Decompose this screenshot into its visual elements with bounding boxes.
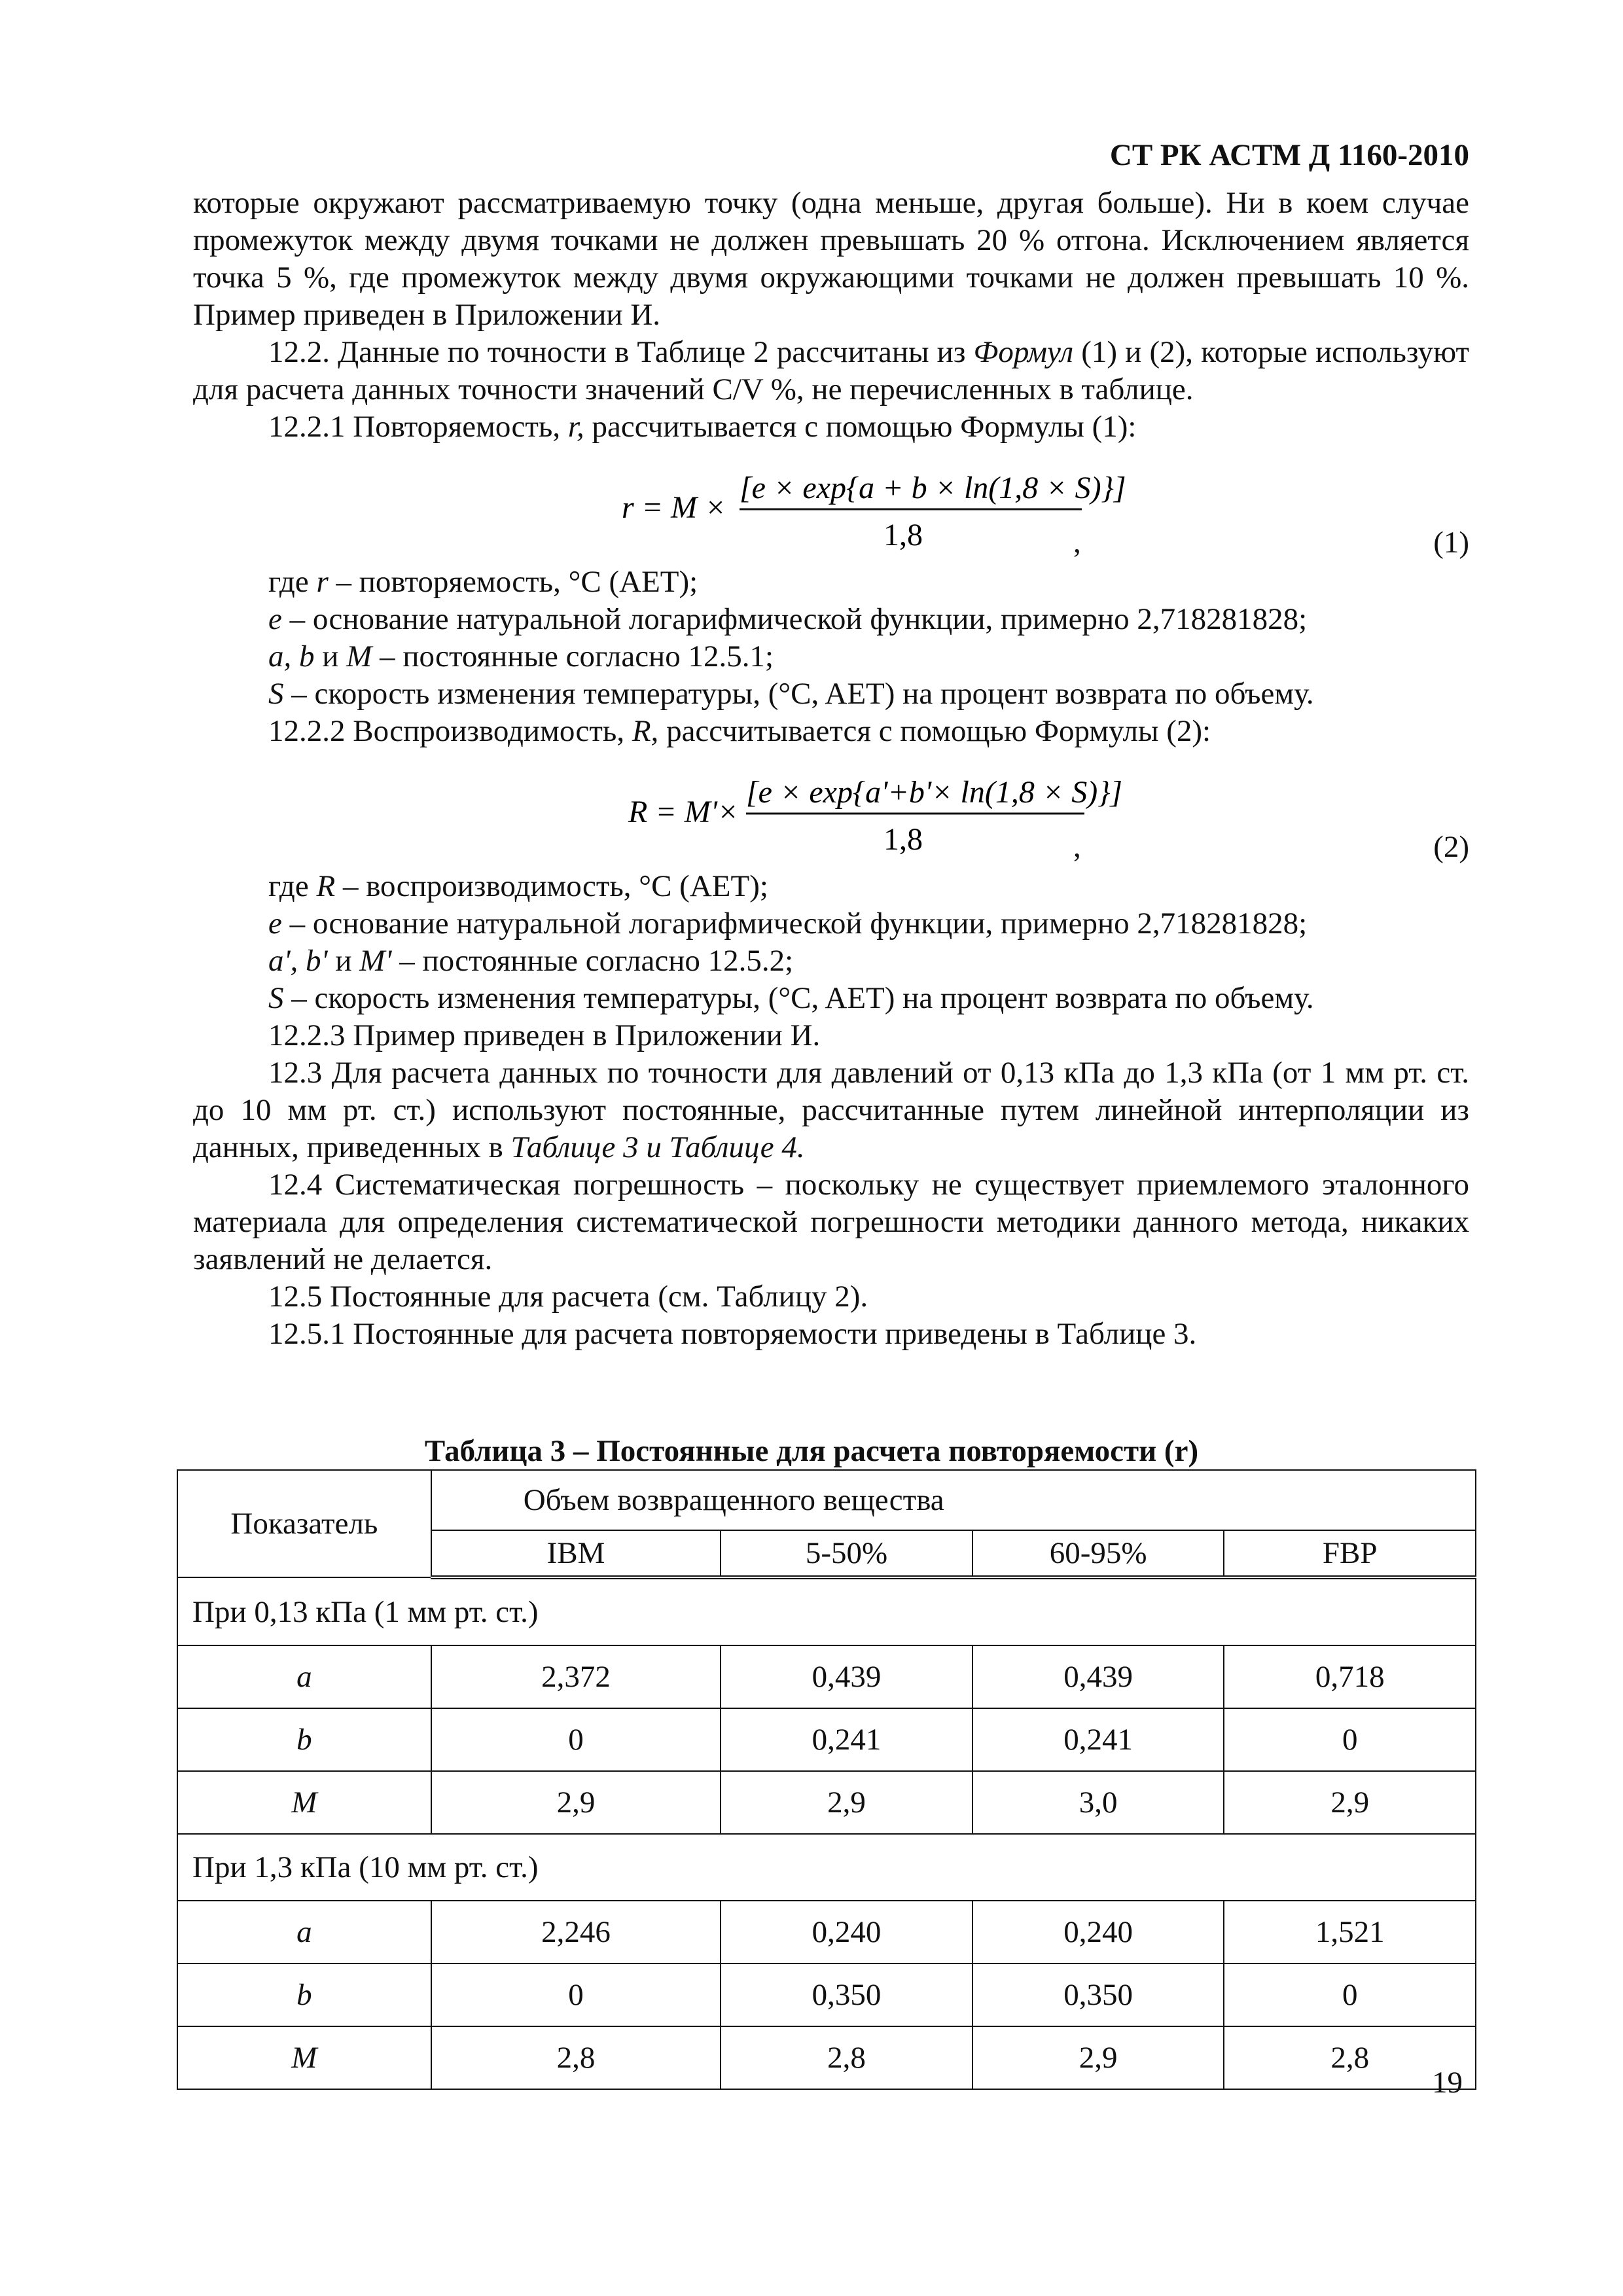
table-cell: 0 <box>1224 1708 1476 1771</box>
text-span: (1) и (2), которые используют для расчета данных точности значений C/V %, не перечисленных в таблице. <box>193 335 1469 406</box>
formula-2-number: (2) <box>1433 830 1469 864</box>
definition-S <box>193 675 1469 713</box>
table-row <box>177 2026 1476 2089</box>
header-recovered-volume: Объем возвращенного вещества <box>431 1470 1476 1530</box>
variable-M: M <box>346 639 372 673</box>
table-cell: 0,350 <box>972 1964 1224 2026</box>
paragraph-12-2-2 <box>193 713 1469 750</box>
definition-R <box>193 868 1469 905</box>
document-code-header: СТ РК АСТМ Д 1160-2010 <box>1109 138 1469 172</box>
table-cell: 3,0 <box>972 1771 1224 1834</box>
variable-e: e <box>268 906 282 941</box>
table-3-title: Таблица 3 – Постоянные для расчета повторяемости (r) <box>424 1434 1199 1468</box>
variable-ab: a, b <box>268 639 315 673</box>
definition-e <box>193 601 1469 638</box>
table-cell: 2,8 <box>431 2026 721 2089</box>
header-col-5-50: 5-50% <box>721 1530 972 1577</box>
table-cell: 0,241 <box>721 1708 972 1771</box>
text-span: 12.3 Для расчета данных по точности для давлений от 0,13 кПа до 1,3 кПа (от 1 мм рт. ст. до 10 мм рт. ст.) используют постоянные, рассчитанные путем линейной интерполяции из данных, приведенных в <box>193 1056 1469 1164</box>
table-cell: 0,350 <box>721 1964 972 2026</box>
variable-e: e <box>268 602 282 636</box>
text-span: и <box>314 639 347 673</box>
formula-1-denominator: 1,8 <box>883 518 923 552</box>
table-cell: 2,9 <box>1224 1771 1476 1834</box>
paragraph-12-5: 12.5 Постоянные для расчета (см. Таблицу 2). <box>268 1280 868 1314</box>
text-span: – повторяемость, °C (AET); <box>328 565 698 599</box>
text-span: 12.2. Данные по точности в Таблице 2 рассчитаны из <box>268 335 974 369</box>
text-span: 12.2.2 Воспроизводимость, <box>268 714 632 748</box>
row-label: b <box>177 1708 431 1771</box>
table-cell: 1,521 <box>1224 1901 1476 1964</box>
header-indicator: Показатель <box>177 1470 431 1577</box>
formula-reference: Формул <box>973 335 1074 369</box>
header-col-fbp: FBP <box>1224 1530 1476 1577</box>
table-cell: 2,246 <box>431 1901 721 1964</box>
table-row <box>177 1708 1476 1771</box>
table-cell: 2,8 <box>1224 2026 1476 2089</box>
table-row <box>177 1771 1476 1834</box>
row-label: M <box>177 2026 431 2089</box>
variable-S: S <box>268 981 284 1015</box>
formula-2-graphic <box>193 750 1469 868</box>
table-cell: 0,718 <box>1224 1645 1476 1708</box>
paragraph-12-2-3: 12.2.3 Пример приведен в Приложении И. <box>268 1018 821 1052</box>
text-span: где <box>268 565 317 599</box>
table-cell: 2,9 <box>721 1771 972 1834</box>
table-cell: 0,439 <box>721 1645 972 1708</box>
definition-r <box>193 564 1469 601</box>
table-cell: 0,240 <box>721 1901 972 1964</box>
definition-abM <box>193 638 1469 675</box>
table-cell: 0,241 <box>972 1708 1224 1771</box>
table-cell: 2,9 <box>972 2026 1224 2089</box>
formula-1-graphic <box>193 446 1469 564</box>
page-number: 19 <box>1432 2066 1463 2100</box>
variable-R: R <box>316 869 336 903</box>
row-label: a <box>177 1901 431 1964</box>
row-label: a <box>177 1645 431 1708</box>
table-cell: 0 <box>431 1964 721 2026</box>
header-col-60-95: 60-95% <box>972 1530 1224 1577</box>
formula-2 <box>193 750 1469 868</box>
variable-S: S <box>268 677 284 711</box>
paragraph-continuation: которые окружают рассматриваемую точку (одна меньше, другая больше). Ни в коем случае промежуток между двумя точками не должен превышать 20 % отгона. Исключением является точка 5 %, где промежуток между двумя окружающими точками не должен превышать 10 %. Пример приведен в Приложении И. <box>193 186 1469 332</box>
formula-1-comma: , <box>1073 526 1081 560</box>
paragraph-12-2 <box>193 334 1469 408</box>
paragraph-12-5-1: 12.5.1 Постоянные для расчета повторяемости приведены в Таблице 3. <box>268 1317 1197 1351</box>
table-cell: 0 <box>431 1708 721 1771</box>
formula-1-numerator: [e × exp{a + b × ln(1,8 × S)}] <box>740 471 1126 505</box>
formula-1-number: (1) <box>1433 526 1469 560</box>
variable-R: R, <box>632 714 659 748</box>
paragraph-12-2-1 <box>193 408 1469 446</box>
section-condition: При 1,3 кПа (10 мм рт. ст.) <box>177 1834 1476 1901</box>
definition-e-2 <box>193 905 1469 942</box>
table-cell: 2,8 <box>721 2026 972 2089</box>
text-span: – скорость изменения температуры, (°C, AET) на процент возврата по объему. <box>283 677 1314 711</box>
table-row <box>177 1964 1476 2026</box>
table-3 <box>177 1469 1476 2090</box>
table-cell: 2,372 <box>431 1645 721 1708</box>
text-span: 12.2.1 Повторяемость, <box>268 410 568 444</box>
row-label: b <box>177 1964 431 2026</box>
body-text <box>193 185 1469 1353</box>
variable-ab-prime: a', b' <box>268 944 328 978</box>
table-reference: Таблице 3 и Таблице 4. <box>510 1130 805 1164</box>
formula-1-lhs: r = M × <box>622 490 726 525</box>
table-cell: 2,9 <box>431 1771 721 1834</box>
text-span: и <box>327 944 360 978</box>
formula-2-comma: , <box>1073 830 1081 864</box>
paragraph-12-3 <box>193 1054 1469 1166</box>
definition-S-2 <box>193 980 1469 1017</box>
text-span: – воспроизводимость, °C (AET); <box>335 869 768 903</box>
formula-1 <box>193 446 1469 564</box>
text-span: – основание натуральной логарифмической функции, примерно 2,718281828; <box>281 602 1308 636</box>
section-condition: При 0,13 кПа (1 мм рт. ст.) <box>177 1577 1476 1645</box>
table-row <box>177 1901 1476 1964</box>
table-cell: 0,240 <box>972 1901 1224 1964</box>
row-label: M <box>177 1771 431 1834</box>
variable-M-prime: M' <box>359 944 392 978</box>
table-cell: 0 <box>1224 1964 1476 2026</box>
definition-abM-prime <box>193 942 1469 980</box>
text-span: – постоянные согласно 12.5.2; <box>391 944 794 978</box>
text-span: – основание натуральной логарифмической функции, примерно 2,718281828; <box>281 906 1308 941</box>
variable-r: r, <box>567 410 584 444</box>
text-span: рассчитывается с помощью Формулы (2): <box>658 714 1211 748</box>
variable-r: r <box>316 565 329 599</box>
paragraph-12-4: 12.4 Систематическая погрешность – поскольку не существует приемлемого эталонного материала для определения систематической погрешности методики данного метода, никаких заявлений не делается. <box>193 1168 1469 1276</box>
formula-2-denominator: 1,8 <box>883 822 923 857</box>
text-span: где <box>268 869 317 903</box>
formula-2-lhs: R = M'× <box>628 795 739 829</box>
formula-2-numerator: [e × exp{a'+b'× ln(1,8 × S)}] <box>746 775 1123 810</box>
text-span: рассчитывается с помощью Формулы (1): <box>584 410 1137 444</box>
text-span: – скорость изменения температуры, (°C, AET) на процент возврата по объему. <box>283 981 1314 1015</box>
table-row <box>177 1645 1476 1708</box>
table-cell: 0,439 <box>972 1645 1224 1708</box>
header-col-ibm: IBM <box>431 1530 721 1577</box>
text-span: – постоянные согласно 12.5.1; <box>372 639 774 673</box>
